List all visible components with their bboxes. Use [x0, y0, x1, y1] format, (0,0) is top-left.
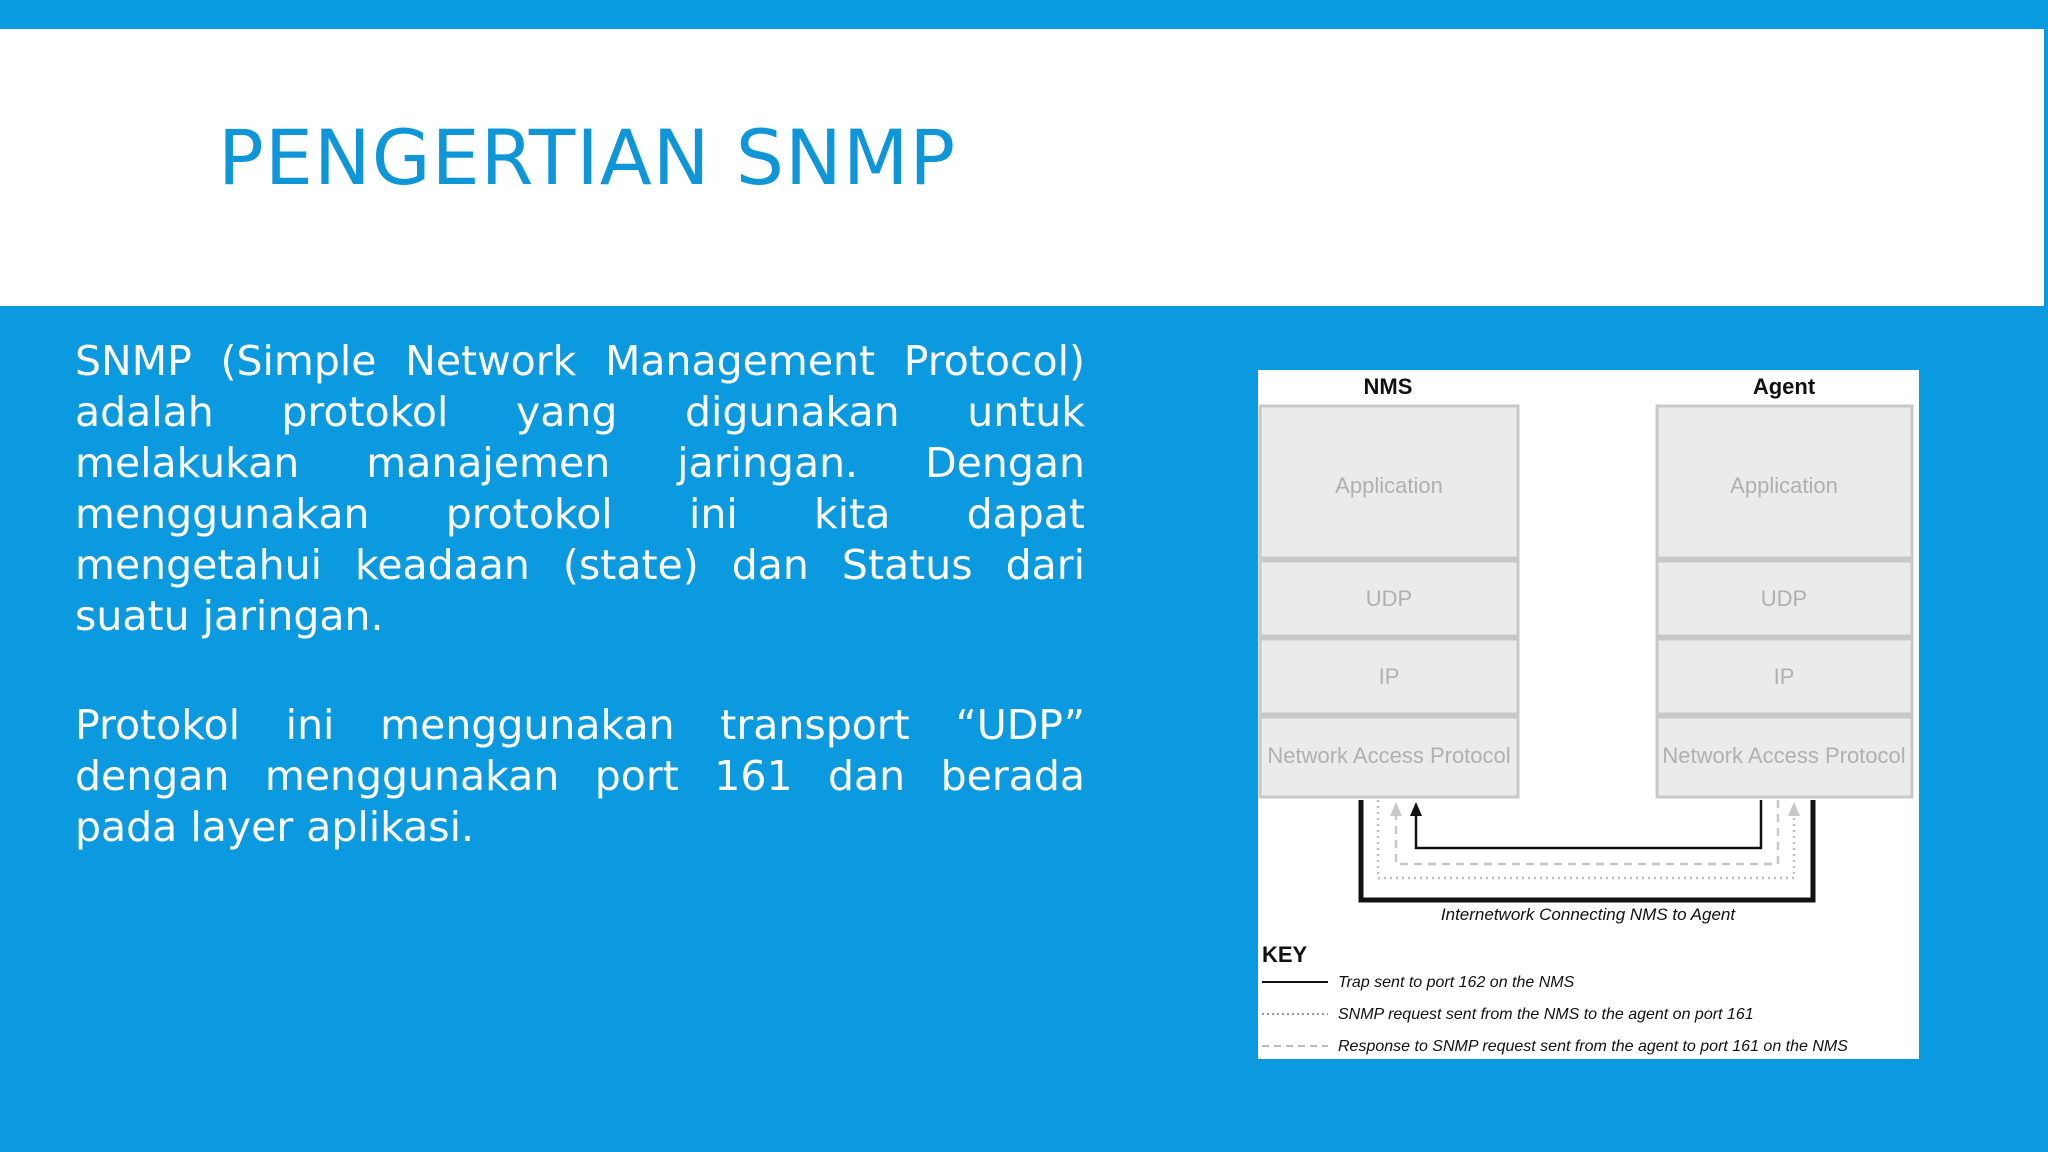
paragraph-definition: SNMP (Simple Network Management Protocol) adalah protokol yang digunakan untuk melakukan manajemen jaringan. Dengan menggunakan protokol ini kita dapat mengetahui keadaan (state) dan Status dari suatu jaringan. [75, 337, 1085, 640]
nms-stack [1260, 406, 1518, 797]
snmp-diagram [1258, 370, 1919, 1059]
internetwork-label: Internetwork Connecting NMS to Agent [1440, 905, 1736, 924]
nms-layer-label: UDP [1365, 586, 1413, 611]
slide-title: PENGERTIAN SNMP [218, 113, 957, 202]
agent-stack [1657, 406, 1912, 797]
agent-layer-label: Application [1730, 473, 1838, 498]
key-title: KEY [1262, 942, 1308, 967]
top-accent-strip [0, 0, 2048, 29]
trap-arrowhead [1410, 802, 1422, 816]
agent-layer-label: IP [1773, 664, 1795, 689]
agent-label: Agent [1752, 374, 1816, 399]
request-arrowhead [1788, 802, 1800, 816]
request-path [1378, 800, 1794, 878]
nms-layer-label: Network Access Protocol [1267, 743, 1511, 768]
key-response-text: Response to SNMP request sent from the agent to port 161 on the NMS [1338, 1038, 1848, 1055]
response-path [1396, 800, 1778, 864]
key-request-text: SNMP request sent from the NMS to the agent on port 161 [1338, 1006, 1754, 1023]
nms-label: NMS [1363, 374, 1413, 399]
agent-layer-label: UDP [1760, 586, 1808, 611]
nms-layer-label: Application [1335, 473, 1443, 498]
agent-layer-label: Network Access Protocol [1662, 743, 1906, 768]
snmp-diagram-svg [1258, 370, 1919, 1059]
key-trap-text: Trap sent to port 162 on the NMS [1338, 974, 1575, 991]
trap-path [1416, 800, 1761, 848]
internetwork-link [1361, 800, 1813, 900]
response-arrowhead [1390, 802, 1402, 816]
nms-layer-label: IP [1378, 664, 1400, 689]
paragraph-transport: Protokol ini menggunakan transport “UDP” dengan menggunakan port 161 dan berada pada layer aplikasi. [75, 701, 1085, 851]
